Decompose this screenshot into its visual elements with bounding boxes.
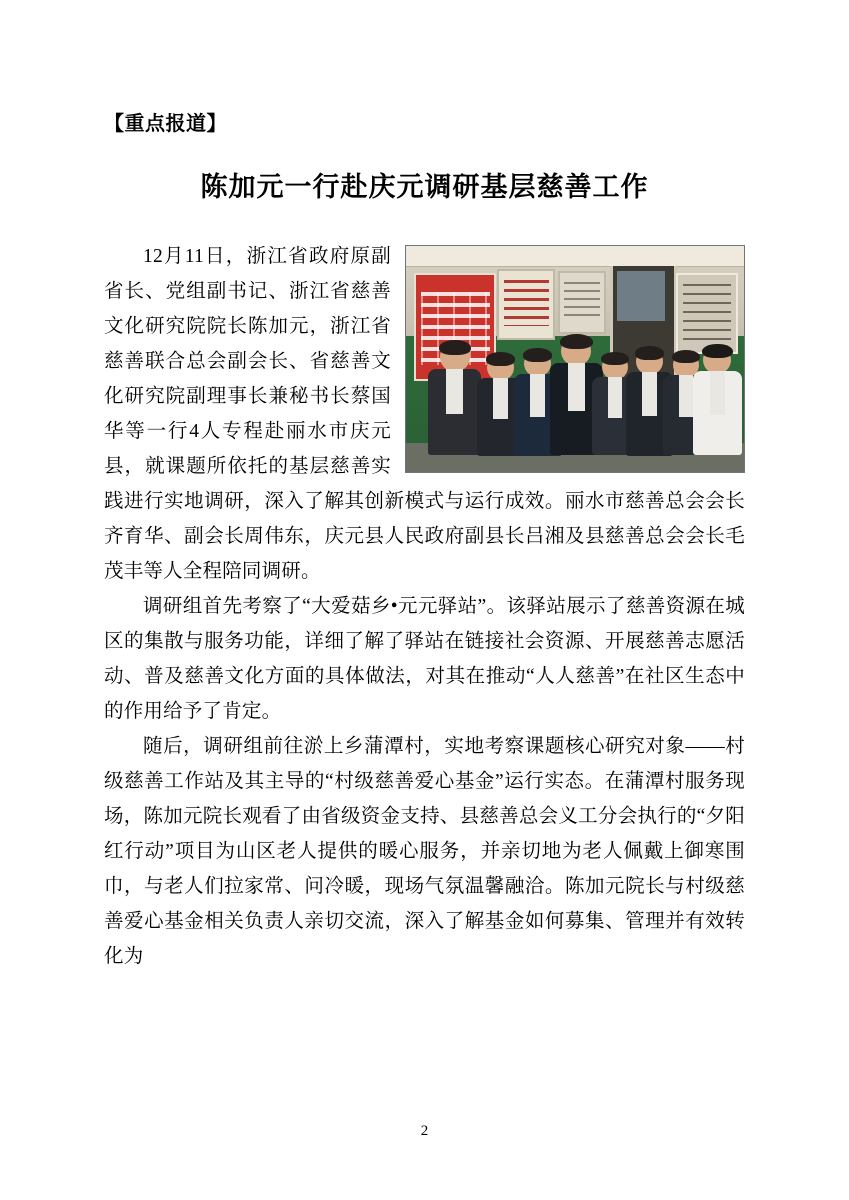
photo-person-shirt bbox=[608, 377, 623, 418]
photo-person-hair bbox=[702, 344, 732, 359]
photo-person-hair bbox=[439, 340, 471, 356]
photo-person-5 bbox=[602, 354, 628, 454]
photo-person-head bbox=[440, 342, 470, 372]
photo-door-window bbox=[617, 271, 664, 321]
photo-person-shirt bbox=[642, 372, 657, 416]
photo-person-shirt bbox=[493, 378, 508, 419]
photo-person-head bbox=[487, 354, 514, 381]
photo-person-hair bbox=[672, 350, 700, 364]
article-photo bbox=[405, 245, 745, 473]
paragraph-3: 随后，调研组前往淤上乡蒲潭村，实地考察课题核心研究对象——村级慈善工作站及其主导的“村级慈善爱心基金”运行实态。在蒲潭村服务现场，陈加元院长观看了由省级资金支持、县慈善总会义工分会执行的“夕阳红行动”项目为山区老人提供的暖心服务，并亲切地为老人佩戴上御寒围巾，与老人们拉家常、问冷暖，现场气氛温馨融洽。陈加元院长与村级慈善爱心基金相关负责人亲切交流，深入了解基金如何募集、管理并有效转化为 bbox=[104, 736, 745, 968]
article-body bbox=[104, 239, 745, 974]
photo-scene bbox=[405, 245, 745, 473]
photo-person-shirt bbox=[710, 371, 726, 415]
photo-person-hair bbox=[601, 352, 629, 366]
photo-person-body bbox=[428, 369, 481, 455]
photo-ceiling bbox=[406, 246, 744, 267]
photo-person-8 bbox=[703, 346, 731, 454]
photo-person-hair bbox=[486, 352, 515, 366]
photo-person-head bbox=[524, 350, 551, 377]
photo-poster-right bbox=[676, 273, 737, 354]
paragraph-1: 12月11日，浙江省政府原副省长、党组副书记、浙江省慈善文化研究院院长陈加元，浙江省慈善联合总会副会长、省慈善文化研究院副理事长兼秘书长蔡国华等一行4人专程赴丽水市庆元县，就课题所依托的基层慈善实践进行实地调研，深入了解其创新模式与运行成效。丽水市慈善总会会长齐育华、副会长周伟东，庆元县人民政府副县长吕湘及县慈善总会会长毛茂丰等人全程陪同调研。 bbox=[104, 246, 745, 583]
photo-person-head bbox=[703, 346, 731, 374]
photo-person-shirt bbox=[530, 374, 545, 417]
photo-person-3 bbox=[524, 350, 551, 454]
paragraph-2: 调研组首先考察了“大爱菇乡•元元驿站”。该驿站展示了慈善资源在城区的集散与服务功能，详细了解了驿站在链接社会资源、开展慈善志愿活动、普及慈善文化方面的具体做法，对其在推动“人人慈善”在社区生态中的作用给予了肯定。 bbox=[104, 596, 745, 723]
photo-person-hair bbox=[523, 348, 552, 362]
photo-person-shirt bbox=[568, 363, 585, 411]
page-title: 陈加元一行赴庆元调研基层慈善工作 bbox=[200, 172, 649, 202]
photo-person-body bbox=[693, 371, 742, 455]
photo-person-head bbox=[561, 336, 591, 366]
photo-display-board-2 bbox=[497, 269, 555, 341]
section-tag: 【重点报道】 bbox=[104, 113, 227, 135]
photo-person-head bbox=[636, 348, 663, 375]
photo-person-1 bbox=[440, 342, 470, 454]
photo-person-2 bbox=[487, 354, 514, 454]
photo-display-board-3 bbox=[558, 271, 606, 334]
photo-person-4 bbox=[561, 336, 591, 454]
photo-person-shirt bbox=[446, 369, 463, 414]
photo-person-hair bbox=[560, 334, 592, 350]
photo-person-shirt bbox=[679, 375, 694, 417]
page-number: 2 bbox=[420, 1123, 429, 1139]
photo-person-6 bbox=[636, 348, 663, 454]
photo-person-hair bbox=[635, 346, 664, 360]
